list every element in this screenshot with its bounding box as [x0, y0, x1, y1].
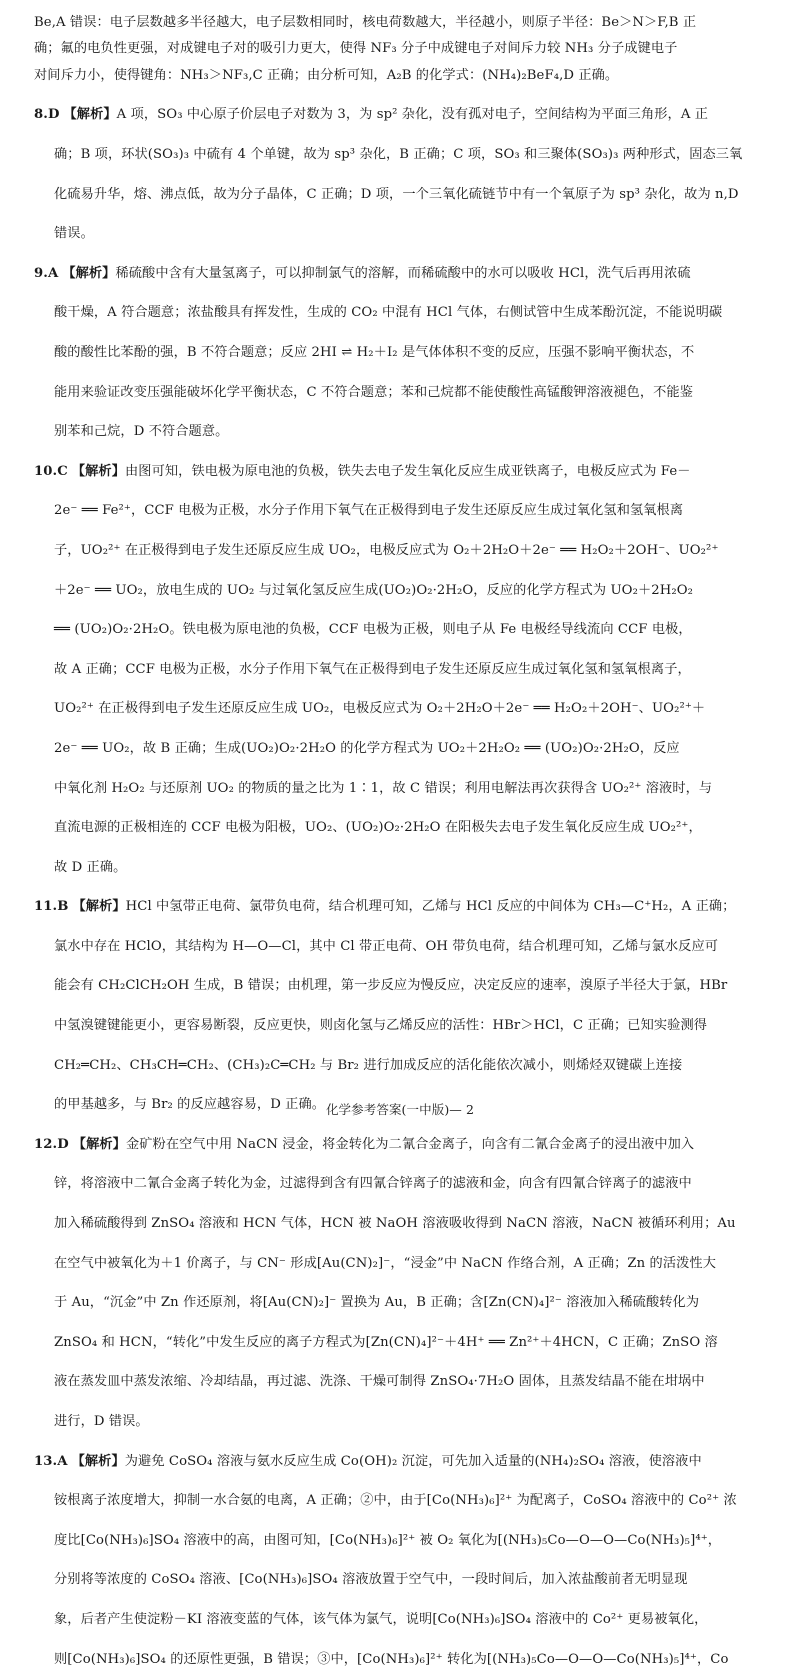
analysis-line: 的甲基越多，与 Br₂ 的反应越容易，D 正确。 [54, 1097, 326, 1113]
answer-first-line [34, 261, 760, 287]
analysis-tag: 【解析】 [71, 1453, 125, 1469]
analysis-tag: 【解析】 [72, 899, 126, 915]
analysis-text: 金矿粉在空气中用 NaCN 浸金，将金转化为二氰合金离子，向含有二氰合金离子的浸出液中加入 [125, 1136, 695, 1152]
analysis-line: 错误。 [54, 226, 94, 242]
analysis-text: HCl 中氢带正电荷、氯带负电荷，结合机理可知，乙烯与 HCl 反应的中间体为 CH₃—C⁺H₂，A 正确； [125, 899, 736, 915]
analysis-line: 象，后者产生使淀粉－KI 溶液变蓝的气体，该气体为氯气，说明[Co(NH₃)₆]SO₄ 溶液中的 Co²⁺ 更易被氧化， [54, 1611, 708, 1627]
intro-line: 对间斥力小，使得键角：NH₃＞NF₃,C 正确；由分析可知，A₂B 的化学式：(NH₄)₂BeF₄,D 正确。 [34, 67, 619, 83]
analysis-line: UO₂²⁺ 在正极得到电子发生还原反应生成 UO₂，电极反应式为 O₂＋2H₂O＋2e⁻ ══ H₂O₂＋2OH⁻、UO₂²⁺＋ [54, 701, 706, 717]
answer-letter: D [57, 1136, 69, 1152]
question-number: 9. [34, 265, 48, 281]
answer-letter: B [57, 899, 69, 915]
analysis-line: 2e⁻ ══ UO₂，故 B 正确；生成(UO₂)O₂·2H₂O 的化学方程式为 UO₂＋2H₂O₂ ══ (UO₂)O₂·2H₂O，反应 [54, 740, 680, 756]
analysis-line: 能用来验证改变压强能破坏化学平衡状态，C 不符合题意；苯和己烷都不能使酸性高锰酸钾溶液褪色，不能鉴 [54, 384, 693, 400]
analysis-line: ZnSO₄ 和 HCN，“转化”中发生反应的离子方程式为[Zn(CN)₄]²⁻＋4H⁺ ══ Zn²⁺＋4HCN，C 正确；ZnSO 溶 [54, 1334, 718, 1350]
analysis-line: 液在蒸发皿中蒸发浓缩、冷却结晶，再过滤、洗涤、干燥可制得 ZnSO₄·7H₂O 固体，且蒸发结晶不能在坩埚中 [54, 1374, 705, 1390]
answer-letter: A [57, 1453, 68, 1469]
answer-first-line [34, 1132, 760, 1158]
analysis-line: 子，UO₂²⁺ 在正极得到电子发生还原反应生成 UO₂，电极反应式为 O₂＋2H₂O＋2e⁻ ══ H₂O₂＋2OH⁻、UO₂²⁺ [54, 542, 719, 558]
analysis-line: 加入稀硫酸得到 ZnSO₄ 溶液和 HCN 气体，HCN 被 NaOH 溶液吸收得到 NaCN 溶液，NaCN 被循环利用；Au [54, 1216, 736, 1232]
answer-first-line [34, 459, 760, 485]
analysis-line: ══ (UO₂)O₂·2H₂O。铁电极为原电池的负极，CCF 电极为正极，则电子从 Fe 电极经导线流向 CCF 电极， [54, 622, 692, 638]
analysis-line: 能会有 CH₂ClCH₂OH 生成，B 错误；由机理，第一步反应为慢反应，决定反应的速率，溴原子半径大于氯，HBr [54, 978, 728, 994]
analysis-line: 直流电源的正极相连的 CCF 电极为阳极，UO₂、(UO₂)O₂·2H₂O 在阳极失去电子发生氧化反应生成 UO₂²⁺， [54, 820, 702, 836]
analysis-line: 故 A 正确；CCF 电极为正极，水分子作用下氧气在正极得到电子发生还原反应生成过氧化氢和氢氧根离子， [54, 661, 691, 677]
intro-line: 确；氟的电负性更强，对成键电子对的吸引力更大，使得 NF₃ 分子中成键电子对间斥力较 NH₃ 分子成键电子 [34, 41, 678, 57]
analysis-line: 分别将等浓度的 CoSO₄ 溶液、[Co(NH₃)₆]SO₄ 溶液放置于空气中，一段时间后，加入浓盐酸前者无明显现 [54, 1572, 688, 1588]
analysis-line: 氯水中存在 HClO，其结构为 H—O—Cl，其中 Cl 带正电荷、OH 带负电荷，结合机理可知，乙烯与氯水反应可 [54, 938, 719, 954]
answer-first-line [34, 102, 760, 128]
analysis-text: 稀硫酸中含有大量氢离子，可以抑制氯气的溶解，而稀硫酸中的水可以吸收 HCl，洗气后再用浓硫 [115, 265, 691, 281]
analysis-line: 于 Au，“沉金”中 Zn 作还原剂，将[Au(CN)₂]⁻ 置换为 Au，B 正确；含[Zn(CN)₄]²⁻ 溶液加入稀硫酸转化为 [54, 1295, 700, 1311]
answer-item [34, 1449, 760, 1673]
analysis-line: 则[Co(NH₃)₆]SO₄ 的还原性更强，B 错误；③中，[Co(NH₃)₆]²⁺ 转化为[(NH₃)₅Co—O—O—Co(NH₃)₅]⁴⁺，Co [54, 1651, 729, 1667]
answer-item [34, 261, 760, 446]
analysis-line: 中氧化剂 H₂O₂ 与还原剂 UO₂ 的物质的量之比为 1∶1，故 C 错误；利用电解法再次获得含 UO₂²⁺ 溶液时，与 [54, 780, 713, 796]
analysis-line: 酸干燥，A 符合题意；浓盐酸具有挥发性，生成的 CO₂ 中混有 HCl 气体，右侧试管中生成苯酚沉淀，不能说明碳 [54, 305, 723, 321]
analysis-line: 别苯和己烷，D 不符合题意。 [54, 424, 229, 440]
intro-line: Be,A 错误：电子层数越多半径越大，电子层数相同时，核电荷数越大，半径越小，则原子半径：Be＞N＞F,B 正 [34, 15, 697, 30]
intro-paragraph [34, 10, 760, 89]
answer-letter: C [57, 463, 68, 479]
question-number: 10. [34, 463, 58, 479]
answer-item [34, 102, 760, 247]
question-number: 12. [34, 1136, 58, 1152]
analysis-line: 2e⁻ ══ Fe²⁺，CCF 电极为正极，水分子作用下氧气在正极得到电子发生还原反应生成过氧化氢和氢氧根离 [54, 503, 684, 519]
analysis-tag: 【解析】 [72, 1136, 126, 1152]
analysis-tag: 【解析】 [62, 265, 116, 281]
analysis-tag: 【解析】 [63, 107, 117, 123]
answer-letter: A [47, 265, 59, 281]
analysis-line: 故 D 正确。 [54, 859, 127, 875]
analysis-line: 铵根离子浓度增大，抑制一水合氨的电离，A 正确；②中，由于[Co(NH₃)₆]²⁺ 为配离子，CoSO₄ 溶液中的 Co²⁺ 浓 [54, 1493, 737, 1509]
question-number: 13. [34, 1453, 58, 1469]
answer-item [34, 894, 760, 1118]
analysis-line: 酸的酸性比苯酚的强，B 不符合题意；反应 2HI ⇌ H₂＋I₂ 是气体体积不变的反应，压强不影响平衡状态，不 [54, 344, 695, 360]
analysis-line: 进行，D 错误。 [54, 1414, 149, 1429]
analysis-line: 度比[Co(NH₃)₆]SO₄ 溶液中的高，由图可知，[Co(NH₃)₆]²⁺ 被 O₂ 氧化为[(NH₃)₅Co—O—O—Co(NH₃)₅]⁴⁺， [54, 1532, 722, 1548]
analysis-line: CH₂═CH₂、CH₃CH═CH₂、(CH₃)₂C═CH₂ 与 Br₂ 进行加成反应的活化能依次减小，则烯烃双键碳上连接 [54, 1057, 683, 1073]
analysis-line: 化硫易升华，熔、沸点低，故为分子晶体，C 正确；D 项，一个三氧化硫链节中有一个氧原子为 sp³ 杂化，故为 n,D [54, 186, 739, 202]
answer-item [34, 1132, 760, 1436]
analysis-line: 在空气中被氧化为＋1 价离子，与 CN⁻ 形成[Au(CN)₂]⁻，“浸金”中 NaCN 作络合剂，A 正确；Zn 的活泼性大 [54, 1255, 716, 1271]
answer-letter: D [47, 107, 60, 123]
answer-first-line [34, 1449, 760, 1475]
analysis-text: 由图可知，铁电极为原电池的负极，铁失去电子发生氧化反应生成亚铁离子，电极反应式为 Fe－ [125, 463, 691, 479]
question-number: 11. [34, 899, 58, 915]
question-number: 8. [34, 107, 48, 123]
answer-list [34, 102, 760, 1673]
analysis-text: 为避免 CoSO₄ 溶液与氨水反应生成 Co(OH)₂ 沉淀，可先加入适量的(NH₄)₂SO₄ 溶液，使溶液中 [124, 1453, 702, 1469]
analysis-line: 中氢溴键键能更小，更容易断裂，反应更快，则卤化氢与乙烯反应的活性：HBr＞HCl，C 正确；已知实验测得 [54, 1018, 708, 1034]
analysis-text: A 项，SO₃ 中心原子价层电子对数为 3，为 sp² 杂化，没有孤对电子，空间结构为平面三角形，A 正 [116, 107, 709, 123]
answer-first-line [34, 894, 760, 920]
analysis-line: 锌，将溶液中二氰合金离子转化为金，过滤得到含有四氰合锌离子的滤液和金，向含有四氰合锌离子的滤液中 [54, 1176, 692, 1192]
analysis-tag: 【解析】 [71, 463, 126, 479]
analysis-line: 确；B 项，环状(SO₃)₃ 中硫有 4 个单键，故为 sp³ 杂化，B 正确；C 项，SO₃ 和三聚体(SO₃)₃ 两种形式，固态三氧 [54, 147, 743, 162]
analysis-line: ＋2e⁻ ══ UO₂，放电生成的 UO₂ 与过氧化氢反应生成(UO₂)O₂·2H₂O，反应的化学方程式为 UO₂＋2H₂O₂ [54, 582, 694, 598]
page-footer: 化学参考答案(一中版)— 2 [325, 1102, 475, 1117]
answer-item [34, 459, 760, 881]
